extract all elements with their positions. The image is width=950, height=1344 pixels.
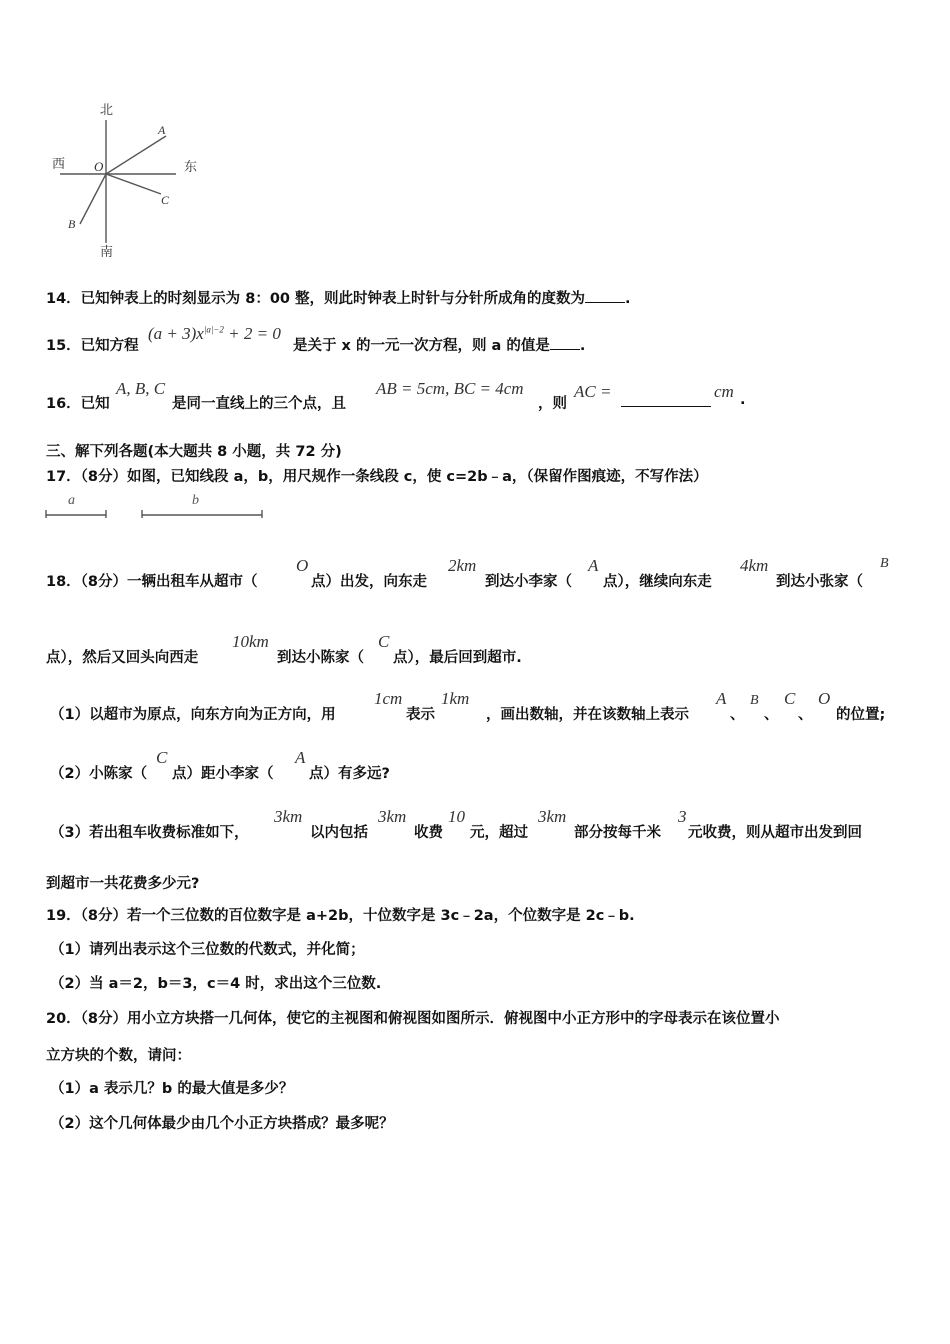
q18-p2-C: C <box>156 748 168 767</box>
q20-p2: （2）这个几何体最少由几个小正方块搭成？最多呢？ <box>50 1116 394 1132</box>
q15-answer-blank[interactable] <box>550 349 580 350</box>
q18-p3-k3: 3km <box>538 807 567 826</box>
q18-o: O <box>296 556 309 575</box>
q18-l1-pre: 18．（8分）一辆出租车从超市（ <box>46 574 258 590</box>
q15-formula: $(a + 3)x^{|a|-2} + 2 = 0$ <box>148 324 281 343</box>
q18-p3-f: 元收费，则从超市出发到回 <box>688 825 862 841</box>
q18-sep3: 、 <box>798 707 813 723</box>
q18-km10: 10km <box>232 632 269 651</box>
q19-p1: （1）请列出表示这个三位数的代数式，并化简； <box>50 942 365 958</box>
q18-cm1: 1cm <box>374 689 403 708</box>
q18-p1-c: ，画出数轴，并在该数轴上表示 <box>486 707 689 723</box>
q18-p2-A: A <box>295 748 306 767</box>
q18-p3-d: 元，超过 <box>470 825 528 841</box>
q18-p3-b: 以内包括 <box>310 825 368 841</box>
q16-pre: 16．已知 <box>46 396 110 412</box>
q18-l1-a: 点）出发，向东走 <box>311 574 427 590</box>
q18-p3-k2: 3km <box>378 807 407 826</box>
q18-p2-b: 点）距小李家（ <box>172 766 274 782</box>
q18-km2: 2km <box>448 556 477 575</box>
q16-points: A, B, C <box>116 379 166 398</box>
east-label: 东 <box>184 160 198 175</box>
q17-text: 17．（8分）如图，已知线段 a，b，用尺规作一条线段 c，使 c=2b﹣a，（保留作图痕迹，不写作法） <box>46 469 708 485</box>
q18-l1-c: 点），继续向东走 <box>603 574 712 590</box>
q18-p3-a: （3）若出租车收费标准如下， <box>50 825 249 841</box>
q15-pre: 15．已知方程 <box>46 338 139 354</box>
q16-end: . <box>740 392 746 408</box>
north-label: 北 <box>100 103 114 118</box>
q18-p1-O: O <box>818 689 831 708</box>
q18-p1-A: A <box>716 689 727 708</box>
q18-km1: 1km <box>441 689 470 708</box>
q18-p3-10: 10 <box>448 807 465 826</box>
segment-a <box>44 488 108 524</box>
segment-b-label: b <box>192 493 199 508</box>
q18-l1-d: 到达小张家（ <box>776 574 863 590</box>
q18-l2-c: 点），最后回到超市. <box>393 650 522 666</box>
compass-diagram <box>48 98 218 260</box>
q18-p1-C: C <box>784 689 796 708</box>
q18-sep2: 、 <box>764 707 779 723</box>
q14-text: 14．已知钟表上的时刻显示为 8：00 整，则此时钟表上时针与分针所成角的度数为 . <box>46 291 631 307</box>
ray-oc <box>106 174 161 194</box>
label-a: A <box>158 123 166 137</box>
q14-answer-blank[interactable] <box>585 302 625 303</box>
origin-label: O <box>94 159 104 174</box>
q20-p1: （1）a 表示几？b 的最大值是多少？ <box>50 1081 294 1097</box>
q18-km4: 4km <box>740 556 769 575</box>
q20-stem-2: 立方块的个数，请问： <box>46 1048 191 1064</box>
q16-formula: AB = 5cm, BC = 4cm <box>376 379 524 398</box>
label-c: C <box>161 193 170 207</box>
west-label: 西 <box>52 157 66 172</box>
label-b: B <box>68 217 76 231</box>
q18-sep1: 、 <box>730 707 745 723</box>
q16-mid: 是同一直线上的三个点，且 <box>172 396 346 412</box>
q18-l1-b: 到达小李家（ <box>485 574 572 590</box>
q18-a: A <box>588 556 599 575</box>
q20-stem-1: 20．（8分）用小立方块搭一几何体，使它的主视图和俯视图如图所示．俯视图中小正方形中的字母表示在该位置小 <box>46 1011 780 1027</box>
q18-p3-3: 3 <box>678 807 687 826</box>
ray-oa <box>106 136 166 174</box>
q18-p1-a: （1）以超市为原点，向东方向为正方向，用 <box>50 707 336 723</box>
q18-p3-e: 部分按每千米 <box>574 825 661 841</box>
segment-a-label: a <box>68 493 75 508</box>
q18-p3-g: 到超市一共花费多少元? <box>46 876 200 892</box>
south-label: 南 <box>100 245 114 260</box>
ray-ob <box>80 174 106 224</box>
q18-c: C <box>378 632 390 651</box>
q18-p3-c: 收费 <box>414 825 443 841</box>
q18-p3-k1: 3km <box>274 807 303 826</box>
q16-ac: AC = <box>574 382 612 401</box>
q18-p1-B: B <box>750 693 759 708</box>
q16-answer-blank[interactable] <box>621 406 711 407</box>
q18-p1-d: 的位置; <box>836 707 886 723</box>
segment-b <box>140 488 264 524</box>
q18-l2-a: 点），然后又回头向西走 <box>46 650 199 666</box>
q18-l2-b: 到达小陈家（ <box>277 650 364 666</box>
q18-p1-b: 表示 <box>406 707 435 723</box>
section-3-title: 三、解下列各题(本大题共 8 小题，共 72 分) <box>46 444 342 460</box>
q19-p2: （2）当 a＝2，b＝3，c＝4 时，求出这个三位数. <box>50 976 382 992</box>
q19-stem: 19．（8分）若一个三位数的百位数字是 a+2b，十位数字是 3c﹣2a，个位数字是 2c﹣b. <box>46 908 635 924</box>
q16-unit: cm <box>714 382 734 401</box>
q16-comma: ，则 <box>538 396 567 412</box>
q18-p2-c: 点）有多远? <box>309 766 390 782</box>
q18-b: B <box>880 556 889 571</box>
q15-post: 是关于 x 的一元一次方程，则 a 的值是 . <box>293 338 586 354</box>
q18-p2-a: （2）小陈家（ <box>50 766 148 782</box>
